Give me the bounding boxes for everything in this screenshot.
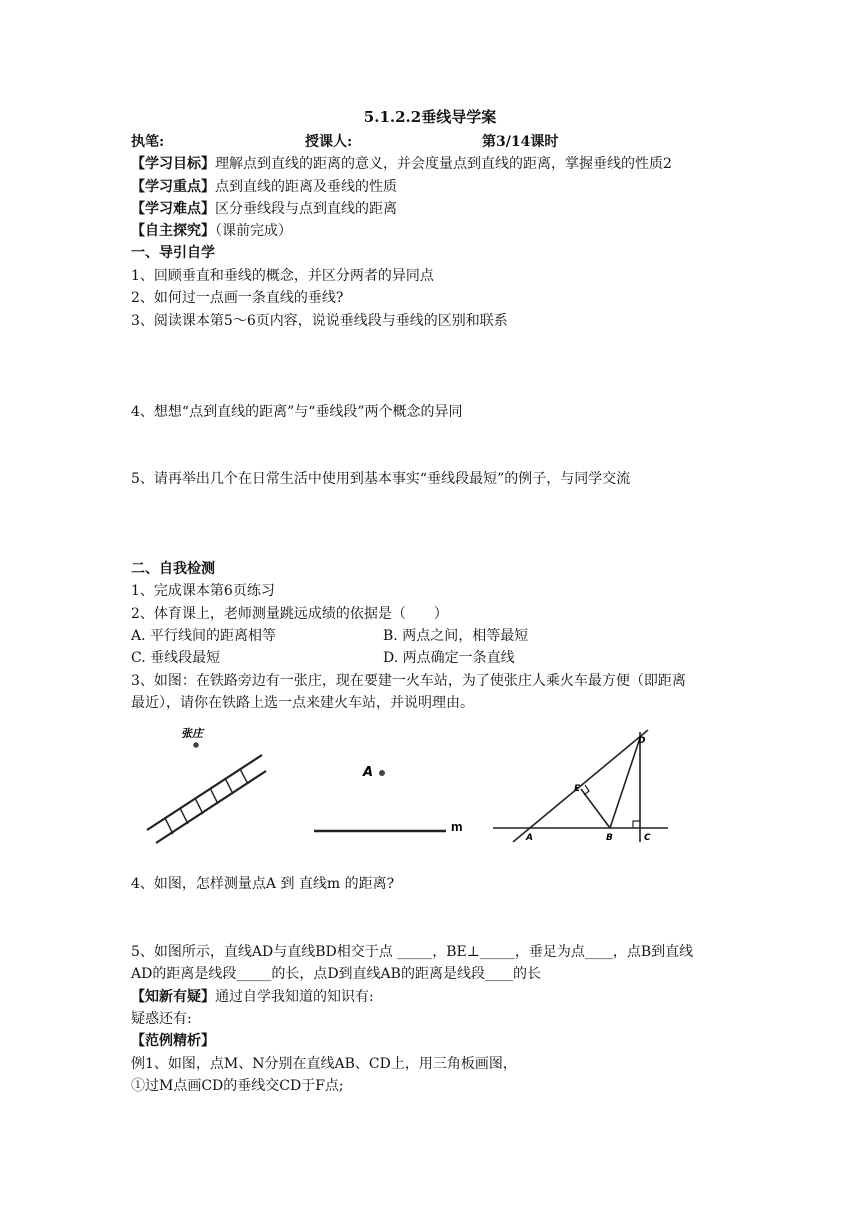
header-session: 第3/14课时 [482,134,559,150]
section1-q5: 5、请再举出几个在日常生活中使用到基本事实“垂线段最短”的例子，与同学交流 [131,471,631,487]
rail-sleepers [165,769,248,834]
line-ad [513,730,648,842]
section2-q4: 4、如图，怎样测量点A 到 直线m 的距离? [131,876,395,892]
reflection-text: 通过自学我知道的知识有: [215,989,374,1005]
key-text: 点到直线的距离及垂线的性质 [215,179,397,195]
label-d: D [638,736,646,746]
doubt-line: 疑惑还有: [131,1011,192,1027]
option-d: D. 两点确定一条直线 [383,650,515,666]
key-tag: 【学习重点】 [131,179,215,195]
option-c: C. 垂线段最短 [131,650,221,666]
example-line2: ①过M点画CD的垂线交CD于F点; [131,1078,344,1094]
section2-q1: 1、完成课本第6页练习 [131,583,275,599]
option-a: A. 平行线间的距离相等 [131,628,277,644]
section2-q2: 2、体育课上，老师测量跳远成绩的依据是（ ） [131,606,448,622]
difficulty-tag: 【学习难点】 [131,201,215,217]
key-line [131,177,397,197]
label-a: A [526,833,533,843]
section2-q3-line1: 3、如图：在铁路旁边有一张庄，现在要建一火车站，为了使张庄人乘火车最方便（即距离 [131,673,686,689]
point-a-label: A [363,765,374,780]
section1-q4: 4、想想“点到直线的距离”与“垂线段”两个概念的异同 [131,404,463,420]
label-c: C [644,833,651,843]
difficulty-text: 区分垂线段与点到直线的距离 [215,201,397,217]
label-e: E [574,784,581,794]
section2-q3-line2: 最近），请你在铁路上选一点来建火车站，并说明理由。 [131,695,474,711]
explore-tag: 【自主探究】 [131,223,215,239]
rail-lower [147,755,262,830]
section1-q2: 2、如何过一点画一条直线的垂线? [131,290,344,306]
explore-line [131,221,292,241]
page-title: 5.1.2.2垂线导学案 [363,108,497,126]
reflection-tag: 【知新有疑】 [131,989,215,1005]
section2-q5-line1: 5、如图所示，直线AD与直线BD相交于点 _____，BE⊥_____，垂足为点____，点B到直线 [131,944,694,960]
right-angle-c [633,821,640,828]
railway-figure [140,722,280,852]
reflection-line [131,987,374,1007]
section2-heading: 二、自我检测 [131,561,215,577]
section1-q3: 3、阅读课本第5～6页内容，说说垂线段与垂线的区别和联系 [131,313,508,329]
objective-tag: 【学习目标】 [131,156,215,172]
triangle-figure [490,725,675,850]
objective-text: 理解点到直线的距离的意义，并会度量点到直线的距离，掌握垂线的性质2 [215,156,672,172]
section1-q1: 1、回顾垂直和垂线的概念，并区分两者的异同点 [131,268,434,284]
village-label: 张庄 [181,727,203,740]
option-b: B. 两点之间，相等最短 [383,628,529,644]
village-point [193,742,199,748]
objective-line [131,154,672,174]
header-teacher: 授课人: [305,134,353,150]
section2-q5-line2: AD的距离是线段_____的长，点D到直线AB的距离是线段____的长 [131,966,541,982]
explore-text: （课前完成） [215,223,292,239]
difficulty-line [131,199,397,219]
header-author: 执笔: [131,134,165,150]
section1-heading: 一、导引自学 [131,245,215,261]
point-line-figure [310,755,480,845]
example-line1: 例1、如图，点M、N分别在直线AB、CD上，用三角板画图， [131,1056,517,1072]
example-tag: 【范例精析】 [131,1033,215,1049]
point-a [379,770,385,776]
line-db [610,738,640,828]
label-b: B [606,833,613,843]
line-m-label: m [451,819,463,834]
line-be [581,789,610,828]
